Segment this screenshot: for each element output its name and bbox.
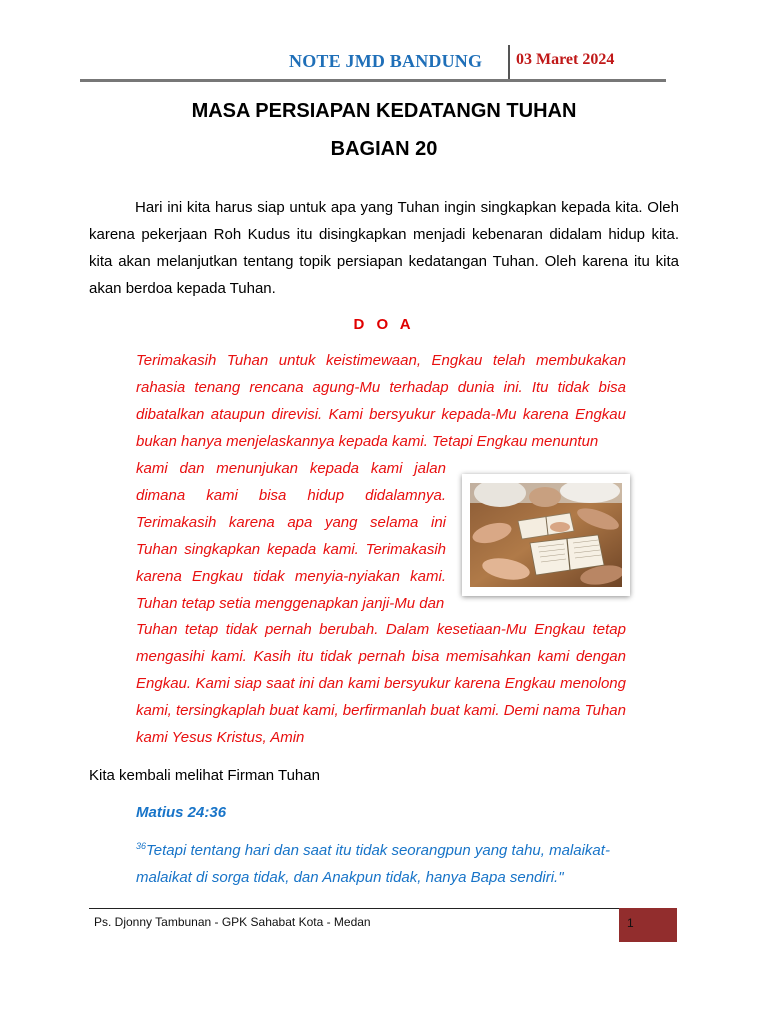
header-divider: [508, 45, 510, 81]
verse-reference: Matius 24:36: [136, 804, 227, 821]
intro-paragraph: Hari ini kita harus siap untuk apa yang Tuhan ingin singkapkan kepada kita. Oleh karena pekerjaan Roh Kudus itu disingkapkan menjadi kebenaran didalam hidup kita. kita akan melanjutkan tentang topik persiapan kedatangan Tuhan. Oleh karena itu kita akan berdoa kepada Tuhan.: [89, 199, 679, 297]
footer-rule: [89, 908, 677, 909]
page-number-box: [619, 908, 677, 942]
prayer-text-part3: Tuhan tetap tidak pernah berubah. Dalam kesetiaan-Mu Engkau tetap mengasihi kami. Kasih itu tidak pernah bisa memisahkan kami dengan Engkau. Kami siap saat ini dan kami bersyukur karena Engkau menolong kami, tersingkaplah buat kami, berfirmanlah buat kami. Demi nama Tuhan kami Yesus Kristus, Amin: [136, 621, 626, 746]
document-subtitle: BAGIAN 20: [330, 138, 438, 160]
footer-author: Ps. Djonny Tambunan - GPK Sahabat Kota - Medan: [94, 915, 371, 929]
prayer-heading: D O A: [353, 316, 415, 333]
header-date: 03 Maret 2024: [516, 51, 615, 68]
verse-body: Tetapi tentang hari dan saat itu tidak seorangpun yang tahu, malaikat-malaikat di sorga tidak, dan Anakpun tidak, hanya Bapa sendiri.": [136, 842, 610, 886]
document-title: MASA PERSIAPAN KEDATANGN TUHAN: [191, 100, 577, 122]
verse-number: 36: [136, 841, 147, 851]
page-number: 1: [627, 916, 634, 930]
transition-text: Kita kembali melihat Firman Tuhan: [89, 767, 320, 784]
header-rule: [80, 79, 666, 82]
prayer-text-part1: Terimakasih Tuhan untuk keistimewaan, Engkau telah membukakan rahasia tenang rencana agung-Mu terhadap dunia ini. Itu tidak bisa dibatalkan ataupun direvisi. Kami bersyukur kepada-Mu karena Engkau bukan hanya menjelaskannya kepada kami. Tetapi Engkau menuntun: [136, 352, 626, 450]
prayer-text-part2: kami dan menunjukan kepada kami jalan dimana kami bisa hidup didalamnya. Terimakasih karena apa yang selama ini Tuhan singkapkan kepada kami. Terimakasih karena Engkau tidak menyia-nyiakan kami. Tuhan tetap setia menggenapkan janji-Mu dan: [136, 460, 446, 612]
bible-study-photo: [462, 474, 630, 596]
header-title: NOTE JMD BANDUNG: [289, 51, 483, 71]
verse-text: [136, 833, 626, 891]
bible-hands-image: [470, 483, 622, 587]
